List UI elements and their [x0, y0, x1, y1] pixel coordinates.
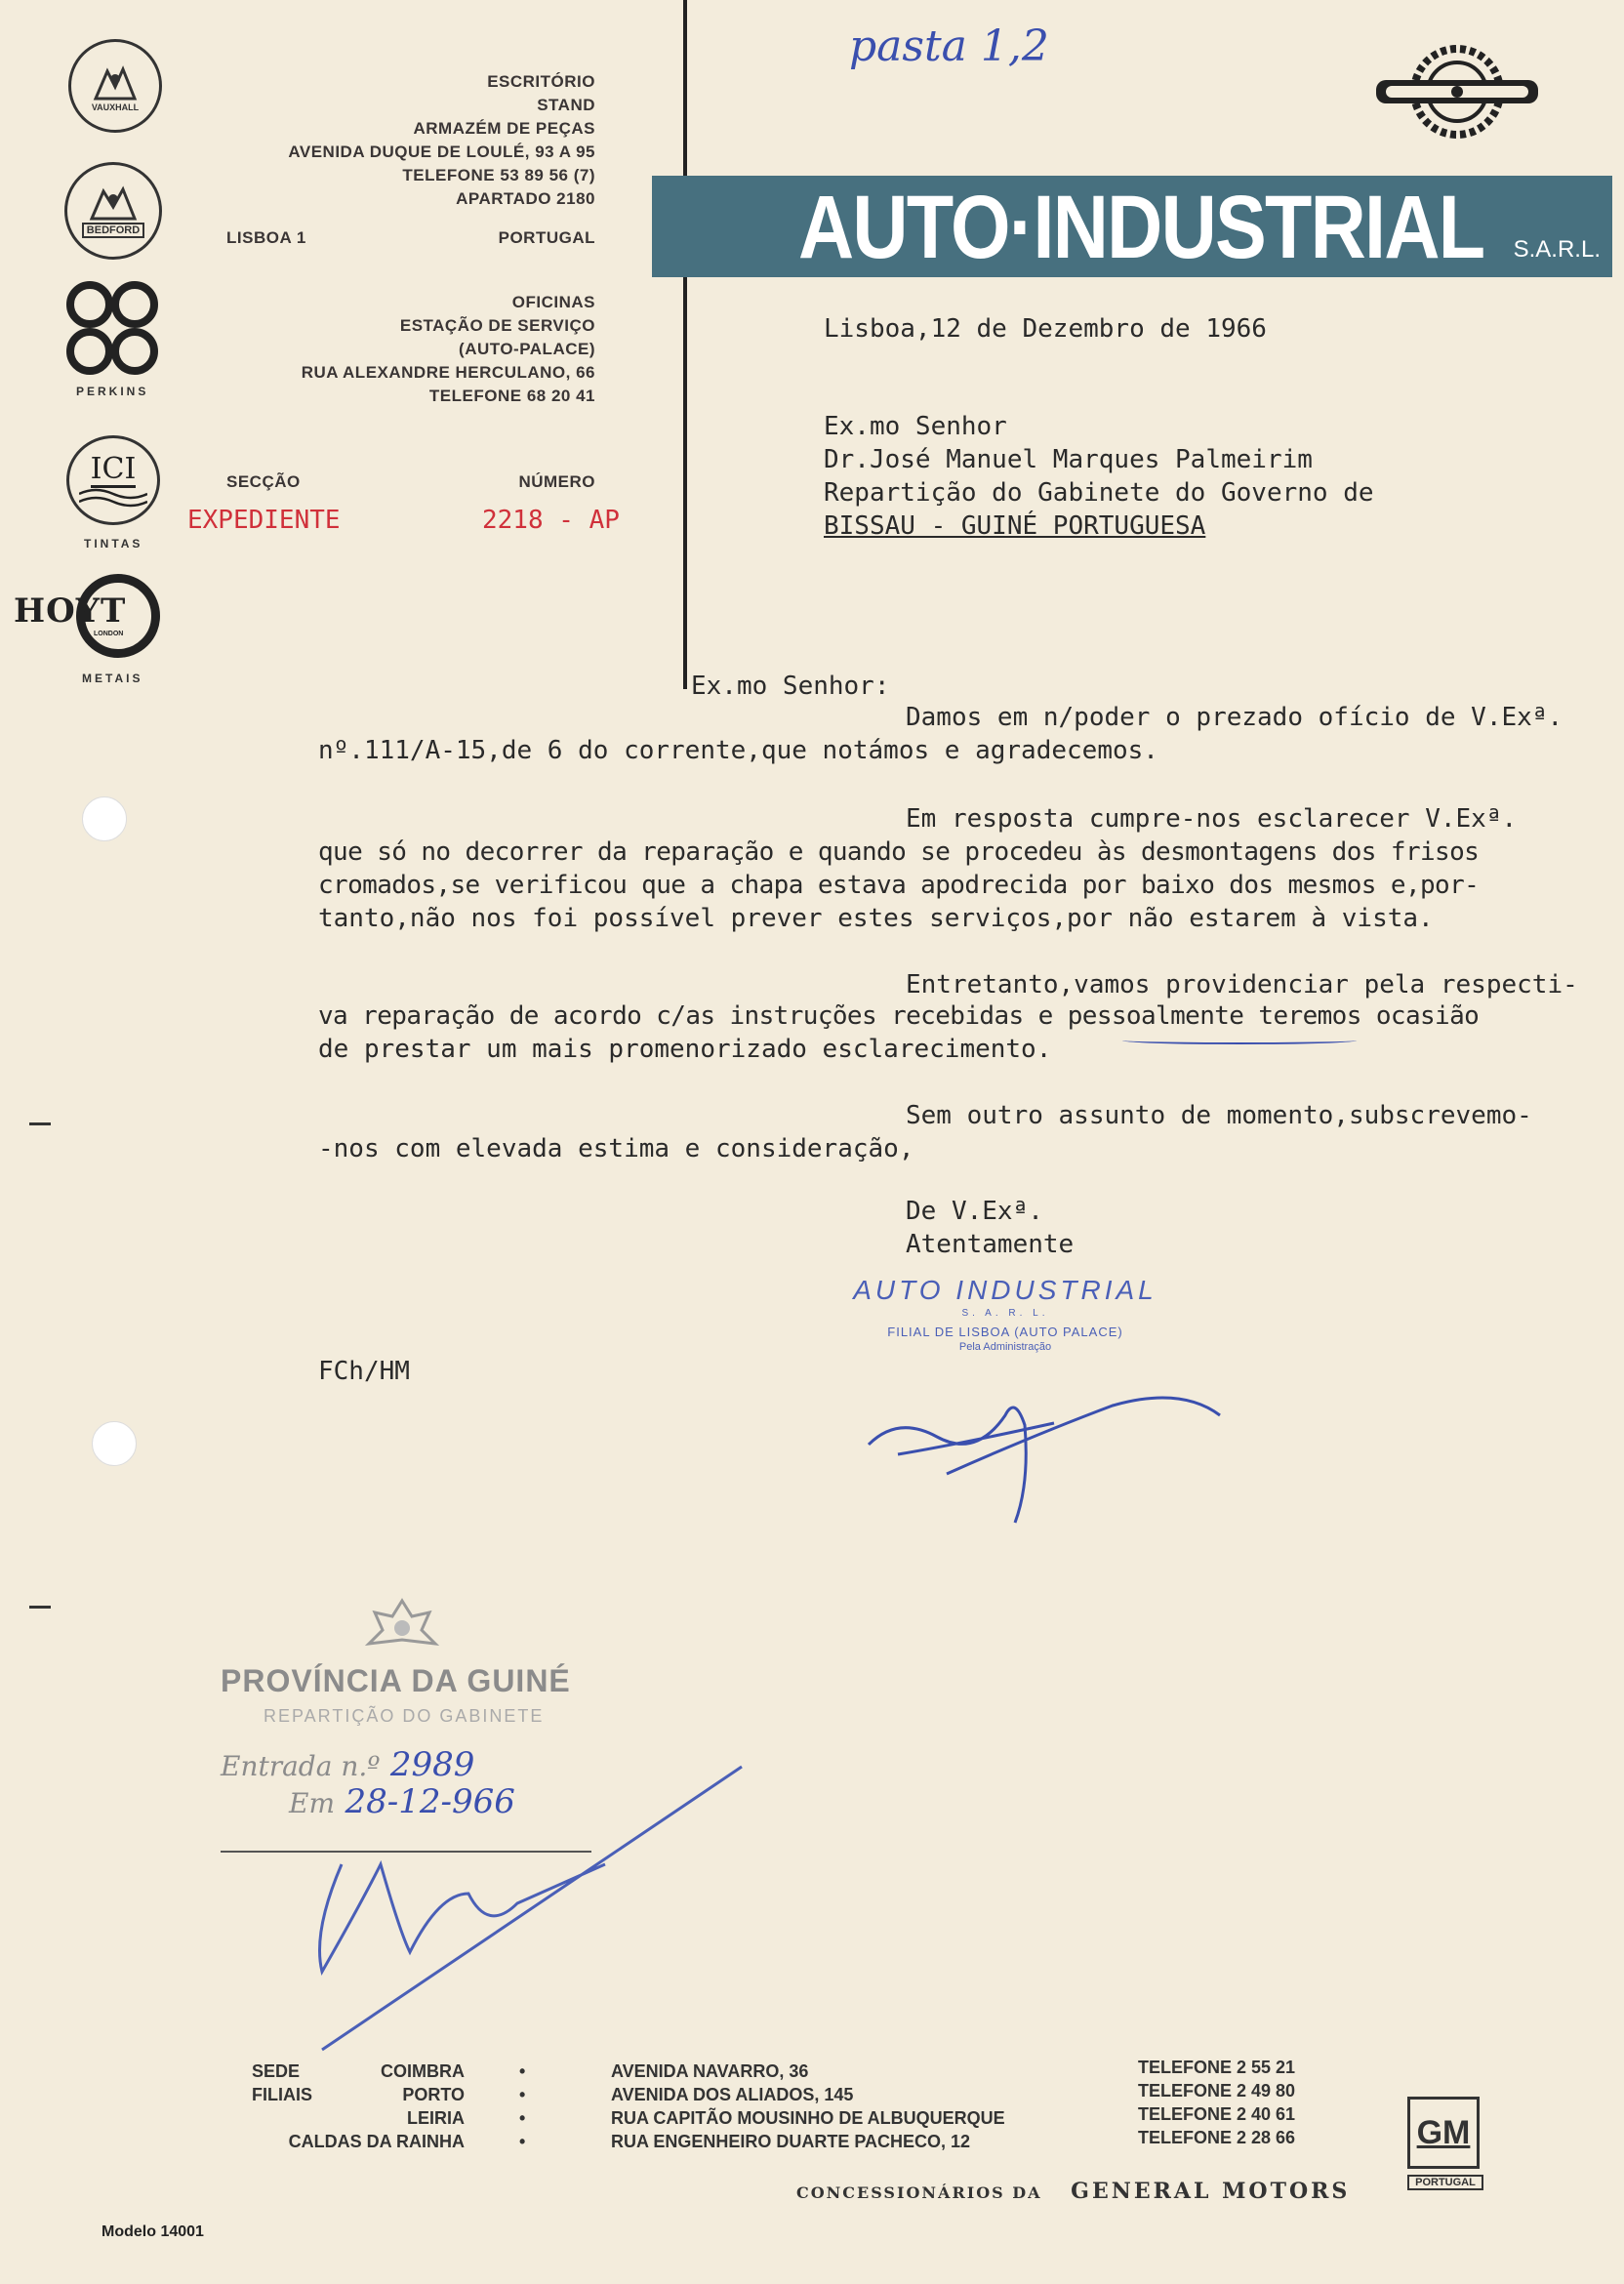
typist-initials: FCh/HM — [318, 1357, 410, 1386]
section-label: SECÇÃO — [226, 472, 301, 491]
handwritten-note: pasta 1,2 — [849, 21, 1049, 71]
company-banner — [652, 176, 1612, 277]
workshop-address: OFICINAS ESTAÇÃO DE SERVIÇO (AUTO-PALACE) RUA ALEXANDRE HERCULANO, 66 TELEFONE 68 20 41 — [301, 293, 595, 405]
closing-regards: Atentamente — [906, 1230, 1075, 1259]
section-value: EXPEDIENTE — [187, 506, 341, 535]
office-address: ESCRITÓRIO STAND ARMAZÉM DE PEÇAS AVENIDA DUQUE DE LOULÉ, 93 A 95 TELEFONE 53 89 56 (7) APARTADO 2180 — [288, 72, 595, 208]
receipt-date: Em 28-12-966 — [289, 1782, 515, 1821]
city-label: LISBOA 1 — [226, 228, 306, 247]
perkins-logo — [59, 275, 166, 383]
footer-cities: COIMBRA PORTO LEIRIA CALDAS DA RAINHA — [288, 2061, 465, 2151]
company-name: AUTO·INDUSTRIAL — [798, 178, 1484, 277]
bedford-logo: BEDFORD — [64, 162, 162, 260]
company-stamp: AUTO INDUSTRIAL S. A. R. L. FILIAL DE LISBOA (AUTO PALACE) Pela Administração — [853, 1275, 1157, 1353]
coat-of-arms — [357, 1595, 447, 1663]
model-number: Modelo 14001 — [102, 2223, 204, 2240]
gm-logo: GM PORTUGAL — [1407, 2097, 1483, 2204]
closing-line: De V.Exª. — [906, 1197, 1043, 1226]
footer-labels: SEDE FILIAIS — [252, 2061, 312, 2104]
number-label: NÚMERO — [518, 472, 595, 491]
receipt-signature — [283, 1757, 751, 2069]
salutation: Ex.mo Senhor: — [691, 672, 890, 701]
hoyt-caption: METAIS — [82, 672, 143, 685]
fold-mark — [29, 1606, 51, 1609]
header-divider — [683, 0, 687, 689]
company-suffix: S.A.R.L. — [1513, 236, 1601, 263]
letter-date: Lisboa,12 de Dezembro de 1966 — [824, 314, 1267, 344]
receipt-stamp-title: PROVÍNCIA DA GUINÉ — [221, 1663, 571, 1698]
company-emblem — [1376, 43, 1538, 141]
perkins-caption: PERKINS — [76, 385, 149, 398]
punch-hole — [82, 796, 127, 841]
handwritten-underline — [1122, 1037, 1357, 1044]
footer-addresses: AVENIDA NAVARRO, 36 AVENIDA DOS ALIADOS, 145 RUA CAPITÃO MOUSINHO DE ALBUQUERQUE RUA ENGENHEIRO DUARTE PACHECO, 12 — [611, 2061, 1005, 2151]
number-value: 2218 - AP — [482, 506, 620, 535]
footer-bullets: • • • • — [519, 2061, 526, 2151]
hoyt-logo: HOYT LONDON — [14, 574, 160, 664]
country-label: PORTUGAL — [498, 228, 595, 247]
gm-dealer-line: CONCESSIONÁRIOS DA GENERAL MOTORS — [796, 2179, 1351, 2204]
recipient-block: Ex.mo Senhor Dr.José Manuel Marques Palmeirim Repartição do Gabinete do Governo de BISSAU - GUINÉ PORTUGUESA — [824, 412, 1374, 541]
punch-hole — [92, 1421, 137, 1466]
signature — [859, 1376, 1230, 1542]
receipt-entry: Entrada n.º 2989 — [221, 1745, 475, 1784]
fold-mark — [29, 1122, 51, 1125]
ici-caption: TINTAS — [84, 537, 143, 551]
receipt-stamp-subtitle: REPARTIÇÃO DO GABINETE — [264, 1706, 545, 1726]
footer-phones: TELEFONE 2 55 21 TELEFONE 2 49 80 TELEFONE 2 40 61 TELEFONE 2 28 66 — [1138, 2058, 1296, 2147]
vauxhall-logo: VAUXHALL — [68, 39, 162, 133]
ici-logo: ICI — [66, 435, 160, 525]
